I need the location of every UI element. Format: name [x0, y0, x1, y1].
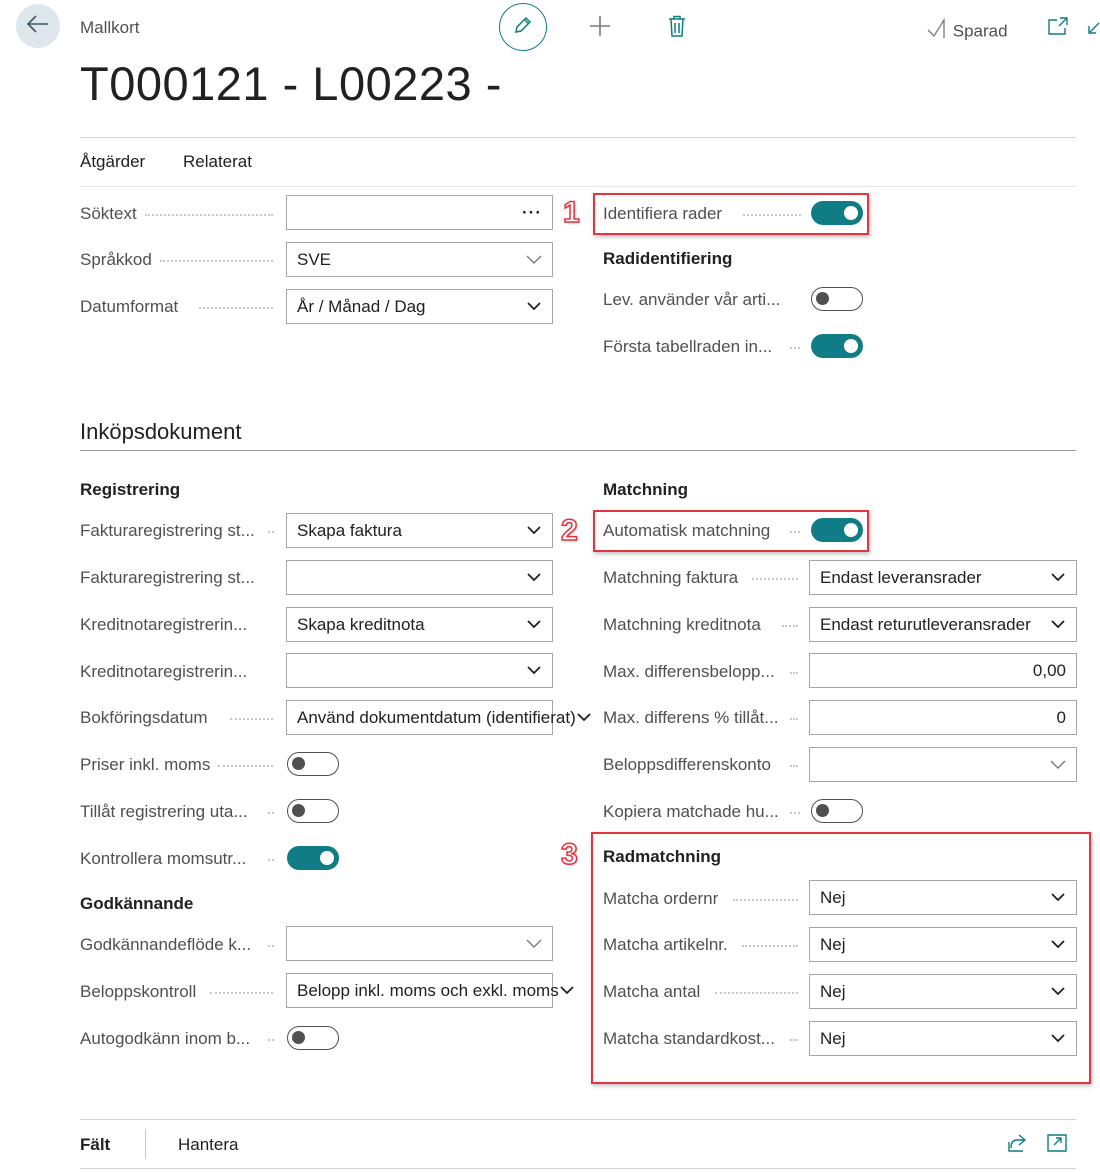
open-new-window-button[interactable]: [1047, 17, 1069, 39]
leader-dots: [790, 765, 798, 767]
match-credit-value: Endast returutleveransrader: [820, 614, 1031, 634]
allow-reg-label: Tillåt registrering uta...: [80, 802, 248, 821]
max-diff-pct-input[interactable]: [809, 700, 1077, 735]
amount-check-value: Belopp inkl. moms och exkl. moms: [297, 980, 559, 1000]
prices-incl-vat-toggle[interactable]: [287, 752, 339, 776]
leader-dots: [733, 899, 798, 901]
match-invoice-value: Endast leveransrader: [820, 567, 982, 587]
first-table-row-toggle[interactable]: [811, 334, 863, 358]
posting-date-label: Bokföringsdatum: [80, 708, 208, 727]
match-std-cost-select[interactable]: [809, 1021, 1077, 1056]
chevron-down-icon: [526, 570, 542, 586]
divider: [80, 1119, 1076, 1120]
language-code-select[interactable]: [286, 242, 553, 277]
vendor-uses-toggle[interactable]: [811, 287, 863, 311]
matching-heading: Matchning: [603, 480, 688, 499]
edit-button[interactable]: [499, 3, 547, 51]
identify-rows-toggle[interactable]: [811, 201, 863, 225]
max-diff-amount-input[interactable]: [809, 653, 1077, 688]
match-item-no-label: Matcha artikelnr.: [603, 935, 728, 954]
chevron-down-icon: [1050, 617, 1066, 633]
match-credit-label: Matchning kreditnota: [603, 615, 761, 634]
diff-account-select[interactable]: [809, 747, 1077, 782]
registration-heading: Registrering: [80, 480, 181, 499]
posting-date-value: Använd dokumentdatum (identifierat): [297, 707, 576, 727]
identify-rows-label: Identifiera rader: [603, 204, 723, 223]
approval-heading: Godkännande: [80, 894, 194, 913]
language-code-label: Språkkod: [80, 250, 152, 269]
saved-label: Sparad: [952, 21, 1008, 41]
saved-status: [926, 18, 1008, 45]
copy-matched-toggle[interactable]: [811, 799, 863, 823]
auto-approve-label: Autogodkänn inom b...: [80, 1029, 251, 1048]
leader-dots: [160, 260, 273, 262]
auto-matching-toggle[interactable]: [811, 518, 863, 542]
chevron-down-icon: [526, 299, 542, 315]
posting-date-select[interactable]: [286, 700, 576, 735]
annotation-number: 2: [561, 514, 578, 547]
leader-dots: [268, 531, 274, 533]
leader-dots: [782, 625, 798, 627]
leader-dots: [268, 945, 274, 947]
chevron-down-icon: [1050, 984, 1066, 1000]
annotation-number: 1: [563, 196, 580, 229]
open-new-window-icon: [1048, 17, 1068, 40]
leader-dots: [790, 672, 798, 674]
chevron-down-icon: [1050, 757, 1066, 773]
max-diff-pct-value: 0: [1056, 707, 1066, 727]
amount-check-select[interactable]: [286, 973, 559, 1008]
match-invoice-label: Matchning faktura: [603, 568, 739, 587]
chevron-down-icon: [559, 983, 575, 999]
match-std-cost-value: Nej: [820, 1028, 846, 1048]
leader-dots: [199, 307, 273, 309]
max-diff-amount-value: 0,00: [1032, 660, 1066, 680]
search-text-label: Söktext: [80, 204, 137, 223]
new-button[interactable]: [588, 16, 612, 40]
leader-dots: [790, 347, 800, 349]
chevron-down-icon: [576, 710, 592, 726]
chevron-down-icon: [526, 252, 542, 268]
leader-dots: [145, 214, 273, 216]
match-quantity-label: Matcha antal: [603, 982, 701, 1001]
leader-dots: [218, 765, 273, 767]
chevron-down-icon: [1050, 1031, 1066, 1047]
share-button[interactable]: [1005, 1134, 1027, 1156]
leader-dots: [715, 992, 798, 994]
plus-icon: [589, 15, 611, 42]
leader-dots: [790, 718, 798, 720]
leader-dots: [210, 992, 273, 994]
leader-dots: [268, 859, 274, 861]
trash-icon: [668, 15, 686, 42]
invoice-reg-select-2[interactable]: [286, 560, 553, 595]
chevron-down-icon: [1050, 937, 1066, 953]
vendor-uses-label: Lev. använder vår arti...: [603, 290, 781, 309]
diff-account-label: Beloppsdifferenskonto: [603, 755, 771, 774]
check-vat-label: Kontrollera momsutr...: [80, 849, 247, 868]
match-std-cost-label: Matcha standardkost...: [603, 1029, 775, 1048]
divider: [80, 137, 1076, 138]
chevron-down-icon: [1050, 890, 1066, 906]
credit-reg-select-2[interactable]: [286, 653, 553, 688]
copy-matched-label: Kopiera matchade hu...: [603, 802, 779, 821]
invoice-reg-label: Fakturaregistrering st...: [80, 521, 255, 540]
leader-dots: [742, 945, 798, 947]
match-item-no-select[interactable]: [809, 927, 1077, 962]
first-table-row-label: Första tabellraden in...: [603, 337, 773, 356]
check-vat-toggle[interactable]: [287, 846, 339, 870]
divider: [80, 1168, 1076, 1169]
allow-reg-toggle[interactable]: [287, 799, 339, 823]
leader-dots: [790, 1039, 798, 1041]
auto-matching-label: Automatisk matchning: [603, 521, 771, 540]
footer-manage-tab[interactable]: Hantera: [178, 1135, 239, 1154]
approval-flow-label: Godkännandeflöde k...: [80, 935, 252, 954]
divider: [80, 186, 1076, 187]
expand-icon: [1047, 1134, 1067, 1157]
credit-reg-label-2: Kreditnotaregistrerin...: [80, 662, 248, 681]
chevron-down-icon: [526, 523, 542, 539]
amount-check-label: Beloppskontroll: [80, 982, 197, 1001]
search-text-input[interactable]: [286, 195, 553, 230]
collapse-button[interactable]: [1087, 21, 1100, 39]
leader-dots: [230, 718, 273, 720]
match-quantity-select[interactable]: [809, 974, 1077, 1009]
chevron-down-icon: [526, 663, 542, 679]
invoice-reg-label-2: Fakturaregistrering st...: [80, 568, 255, 587]
date-format-label: Datumformat: [80, 297, 179, 316]
section-title[interactable]: Inköpsdokument: [80, 419, 242, 444]
expand-button[interactable]: [1046, 1134, 1068, 1156]
leader-dots: [743, 214, 801, 216]
checkmark-icon: [926, 18, 948, 45]
menu-actions[interactable]: Åtgärder: [80, 152, 146, 171]
leader-dots: [268, 1039, 274, 1041]
row-identification-heading: Radidentifiering: [603, 249, 733, 268]
back-button[interactable]: [16, 4, 60, 48]
credit-reg-label: Kreditnotaregistrerin...: [80, 615, 248, 634]
match-order-no-label: Matcha ordernr: [603, 889, 719, 908]
menu-related[interactable]: Relaterat: [183, 152, 252, 171]
leader-dots: [752, 578, 798, 580]
leader-dots: [790, 812, 800, 814]
auto-approve-toggle[interactable]: [287, 1026, 339, 1050]
match-order-no-value: Nej: [820, 887, 846, 907]
ellipsis-icon[interactable]: ···: [522, 202, 542, 222]
section-divider: [80, 450, 1076, 451]
match-item-no-value: Nej: [820, 934, 846, 954]
chevron-down-icon: [526, 936, 542, 952]
breadcrumb[interactable]: Mallkort: [80, 18, 140, 37]
prices-incl-vat-label: Priser inkl. moms: [80, 755, 211, 774]
language-code-value: SVE: [297, 249, 332, 269]
approval-flow-select[interactable]: [286, 926, 553, 961]
divider: [145, 1129, 146, 1159]
date-format-select[interactable]: [286, 289, 553, 324]
date-format-value: År / Månad / Dag: [297, 296, 426, 316]
delete-button[interactable]: [665, 15, 689, 41]
match-credit-select[interactable]: [809, 607, 1077, 642]
match-invoice-select[interactable]: [809, 560, 1077, 595]
leader-dots: [268, 812, 274, 814]
invoice-reg-value: Skapa faktura: [297, 520, 402, 540]
max-diff-pct-label: Max. differens % tillåt...: [603, 708, 779, 727]
invoice-reg-select[interactable]: [286, 513, 553, 548]
leader-dots: [790, 531, 800, 533]
page-title: T000121 - L00223 -: [80, 57, 502, 110]
annotation-number: 3: [561, 838, 578, 871]
back-arrow-icon: [27, 15, 49, 38]
footer-fields-tab[interactable]: Fält: [80, 1135, 111, 1154]
match-order-no-select[interactable]: [809, 880, 1077, 915]
row-matching-heading: Radmatchning: [603, 847, 722, 866]
match-quantity-value: Nej: [820, 981, 846, 1001]
credit-reg-value: Skapa kreditnota: [297, 614, 425, 634]
pencil-icon: [513, 15, 533, 40]
chevron-down-icon: [1050, 570, 1066, 586]
collapse-icon: [1087, 20, 1100, 41]
max-diff-amount-label: Max. differensbelopp...: [603, 662, 775, 681]
chevron-down-icon: [526, 617, 542, 633]
share-icon: [1006, 1134, 1026, 1157]
credit-reg-select[interactable]: [286, 607, 553, 642]
